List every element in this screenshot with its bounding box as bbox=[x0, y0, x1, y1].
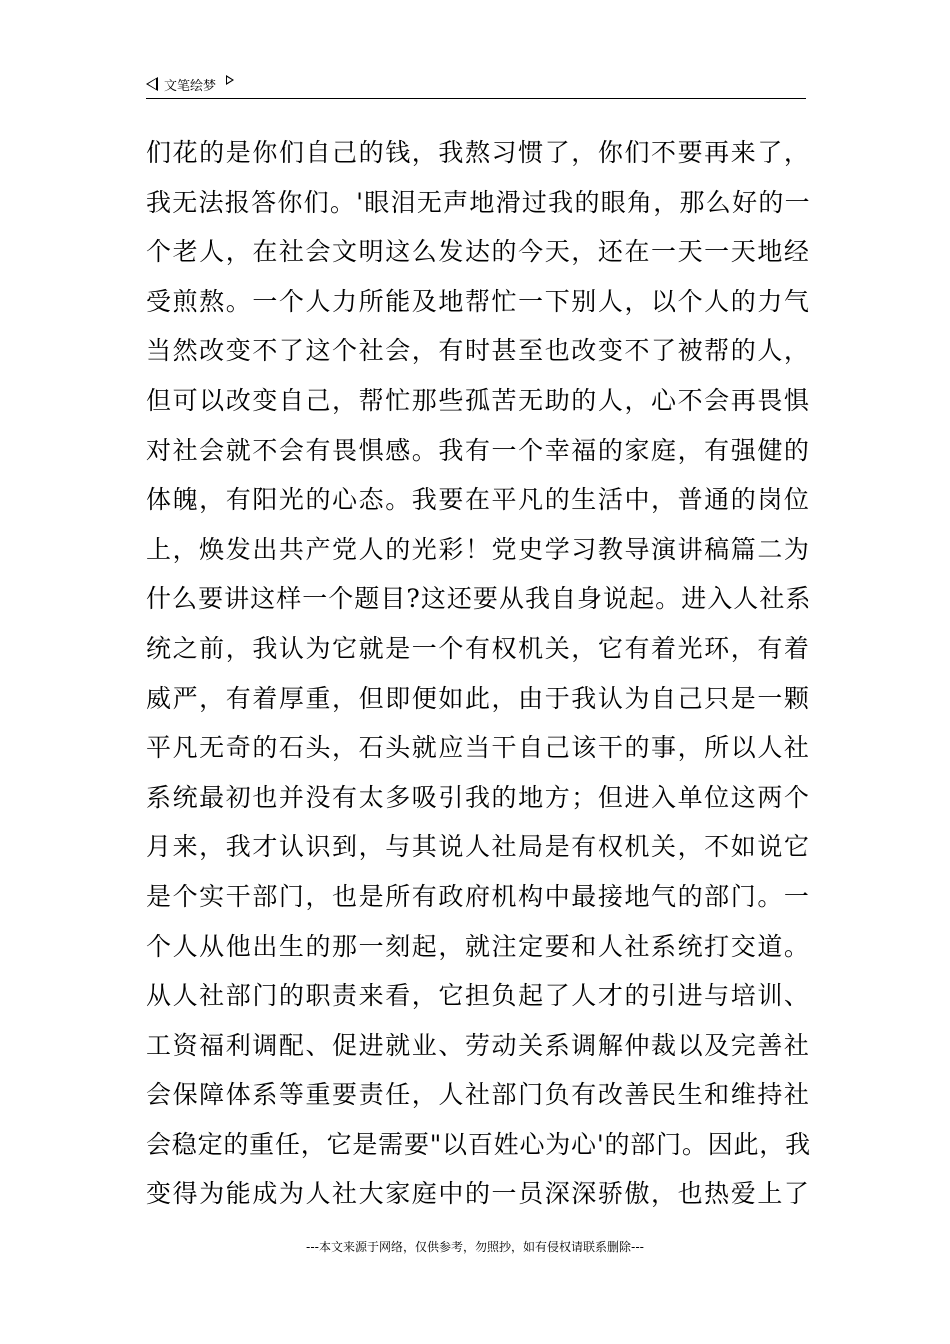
body-line: 会稳定的重任，它是需要"以百姓心为心'的部门。因此，我 bbox=[146, 1129, 811, 1159]
footer-disclaimer: ---本文来源于网络，仅供参考，勿照抄，如有侵权请联系删除--- bbox=[306, 1240, 644, 1254]
body-line: 变得为能成为人社大家庭中的一员深深骄傲，也热爱上了 bbox=[146, 1179, 811, 1209]
body-line: 但可以改变自己，帮忙那些孤苦无助的人，心不会再畏惧 bbox=[146, 385, 811, 415]
body-line: 是个实干部门，也是所有政府机构中最接地气的部门。一 bbox=[146, 881, 811, 911]
page-header bbox=[146, 72, 234, 96]
body-line: 统之前，我认为它就是一个有权机关，它有着光环，有着 bbox=[146, 633, 811, 663]
body-line: 当然改变不了这个社会，有时甚至也改变不了被帮的人， bbox=[146, 336, 811, 366]
body-line: 体魄，有阳光的心态。我要在平凡的生活中，普通的岗位 bbox=[146, 485, 811, 515]
body-line: 从人社部门的职责来看，它担负起了人才的引进与培训、 bbox=[146, 981, 811, 1011]
document-body bbox=[146, 128, 811, 1219]
right-triangle-icon bbox=[226, 75, 234, 85]
body-line: 什么要讲这样一个题目?这还要从我自身说起。进入人社系 bbox=[146, 584, 812, 614]
left-triangle-icon bbox=[146, 77, 158, 91]
body-line: 们花的是你们自己的钱，我熬习惯了，你们不要再来了， bbox=[146, 138, 811, 167]
header-divider bbox=[146, 98, 806, 99]
header-title: 文笔绘梦 bbox=[164, 78, 217, 94]
body-line: 会保障体系等重要责任，人社部门负有改善民生和维持社 bbox=[146, 1080, 811, 1110]
body-line: 个人从他出生的那一刻起，就注定要和人社系统打交道。 bbox=[146, 931, 811, 961]
body-line: 个老人，在社会文明这么发达的今天，还在一天一天地经 bbox=[146, 237, 811, 267]
body-line: 工资福利调配、促进就业、劳动关系调解仲裁以及完善社 bbox=[146, 1030, 811, 1060]
body-line: 上，焕发出共产党人的光彩！党史学习教导演讲稿篇二为 bbox=[146, 534, 811, 564]
body-line: 月来，我才认识到，与其说人社局是有权机关，不如说它 bbox=[146, 832, 811, 862]
body-line: 对社会就不会有畏惧感。我有一个幸福的家庭，有强健的 bbox=[146, 435, 811, 465]
body-line: 受煎熬。一个人力所能及地帮忙一下别人，以个人的力气 bbox=[146, 286, 811, 316]
body-line: 系统最初也并没有太多吸引我的地方；但进入单位这两个 bbox=[146, 782, 811, 812]
body-line: 平凡无奇的石头，石头就应当干自己该干的事，所以人社 bbox=[146, 733, 811, 763]
body-line: 威严，有着厚重，但即便如此，由于我认为自己只是一颗 bbox=[146, 683, 811, 713]
body-line: 我无法报答你们。'眼泪无声地滑过我的眼角，那么好的一 bbox=[146, 187, 811, 217]
